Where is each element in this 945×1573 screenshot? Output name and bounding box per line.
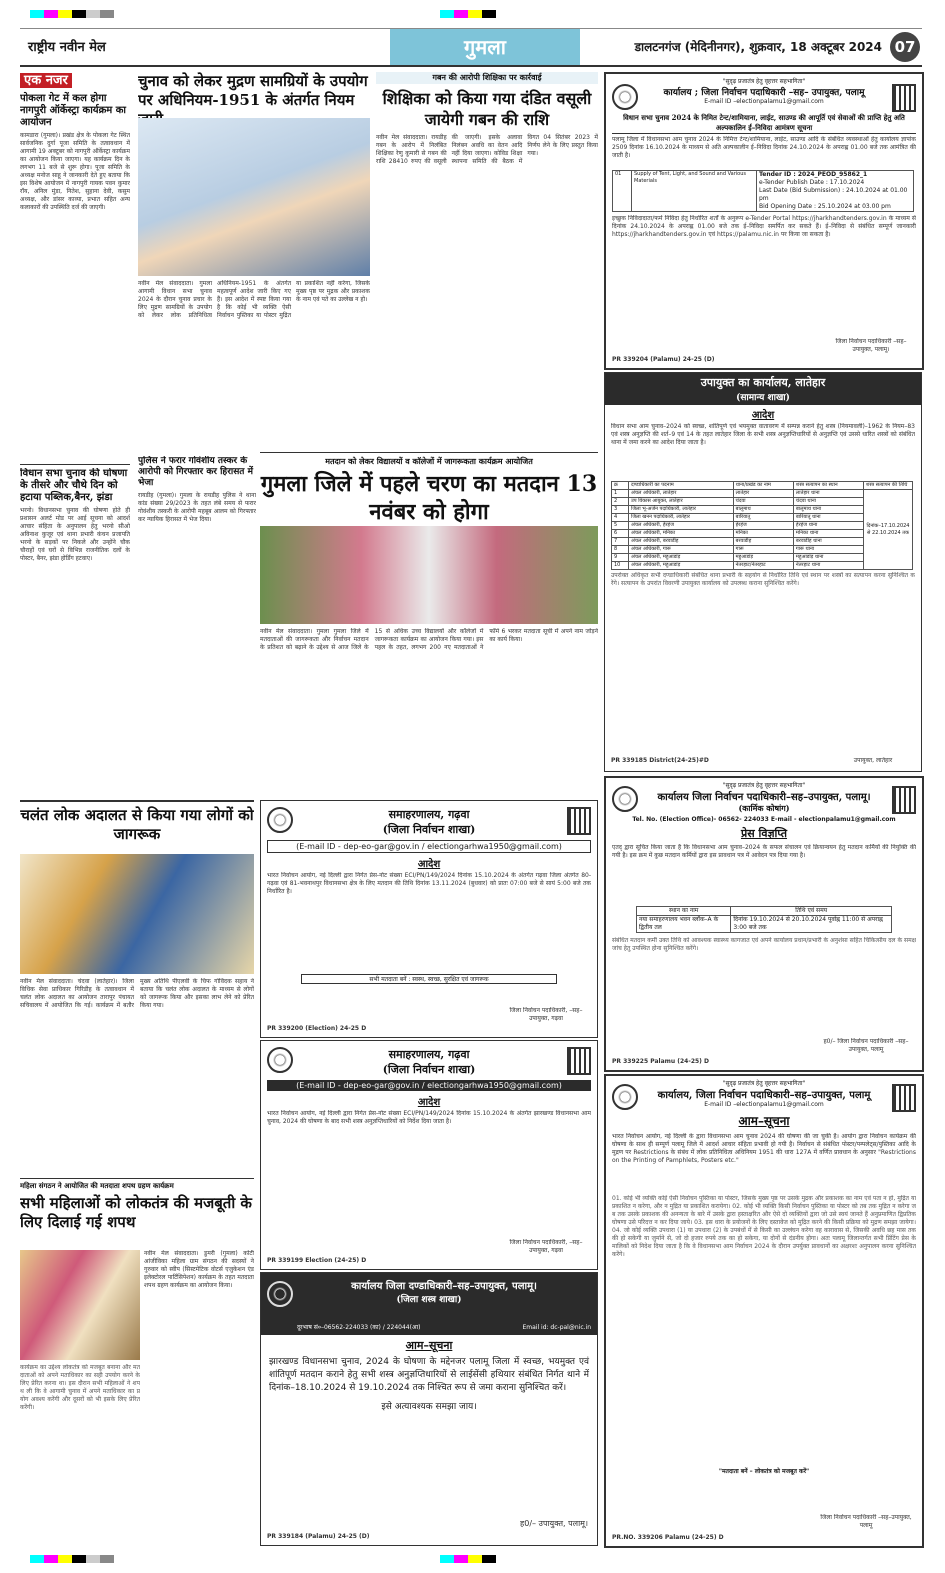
garhwa1-email: (E-mail ID - dep-eo-gar@gov.in / electiongarhwa1950@gmail.com) <box>267 840 591 853</box>
latehar-ad <box>604 372 922 772</box>
press-branch: (कार्मिक कोषांग) <box>738 803 790 813</box>
mahila-body: नवीन मेल संवाददाता। डुमरी (गुमला) कोटी आंजीविका महिला ग्राम संगठन की सदस्यों ने गुरुवार को स्वीप (सिस्टमेटिक वोटर्स एजुकेशन एंड इलेक्टोरल पार्टिसिपेशन) कार्यक्रम के तहत मतदाता शपथ ग्रहण कार्यक्रम का आयोजन किया। <box>144 1250 254 1289</box>
press-release-ad <box>604 776 924 1072</box>
vidhan-sabha-headline: विधान सभा चुनाव की घोषणा के तीसरे और चौथे दिन को हटाया पब्लिक,बैनर, झंडा <box>20 468 128 503</box>
aam-pr: PR.NO. 339206 Palamu (24-25) D <box>612 1534 724 1541</box>
palamu-tender-ad <box>604 72 924 370</box>
press-pr: PR 339225 Palamu (24-25) D <box>612 1058 709 1065</box>
table-row <box>637 907 892 916</box>
palamu-arms-closing: इसे अत्यावश्यक समझा जाय। <box>381 1402 477 1412</box>
palamu-arms-header <box>261 1273 597 1335</box>
police-story <box>138 456 256 786</box>
press-title: प्रेस विज्ञप्ति <box>740 827 788 840</box>
divider <box>20 800 254 802</box>
cell: मनिका थाना <box>793 530 863 538</box>
cell: अंचल अधिकारी, बरवाडीह <box>629 538 734 546</box>
aam-email: E-mail ID –electionpalamu1@gmail.com <box>704 1101 824 1108</box>
tender-office: कार्यालय ; जिला निर्वाचन पदाधिकारी –सह– उपायुक्त, पलामू <box>663 88 865 98</box>
matdan-headline: गुमला जिले में पहले चरण का मतदान 13 नवंबर को होगा <box>260 471 598 525</box>
evm-icon <box>567 1047 591 1075</box>
divider <box>20 464 130 465</box>
aam-body: भारत निर्वाचन आयोग, नई दिल्ली के द्वारा विधानसभा आम चुनाव 2024 की घोषणा की जा चुकी है। आयोग द्वारा निर्वाचन कार्यक्रम की घोषणा के साथ ही सम्पूर्ण पलामू जिले में आदर्श आचार संहिता प्रभावी हो गयी है। निर्वाचन से संबंधित पोस्टर/पम्पलेट्स/पुस्तिका आदि के मुद्रण पर Restrictions के संबंध में लोक प्रतिनिधित्व अधिनियम 1951 की धारा 127A में वर्णित प्रावधान के अनुसार "Restrictions on the Printing of Pamphlets, Posters etc." <box>612 1133 916 1164</box>
ek-nazar-headline: पोकला गेट में कल होगा नागपुरी ऑर्केस्ट्रा कार्यक्रम का आयोजन <box>20 93 127 128</box>
venue-label: स्थान का नाम <box>637 907 731 916</box>
palamu-arms-office: कार्यालय जिला दण्डाधिकारी–सह–उपायुक्त, पलामू। <box>351 1281 537 1292</box>
garhwa1-body: भारत निर्वाचन आयोग, नई दिल्ली द्वारा निर्गत प्रेस-नोट संख्या ECI/PN/149/2024 दिनांक 15.10.2024 के अंतर्गत गढ़वा जिला अंतर्गत 80-गढ़वा एवं 81-भवनाथपुर विधानसभा क्षेत्र के लिए मतदान की तिथि दिनांक 13.11.2024 (बुधवार) को प्रातः 07:00 बजे से सायं 5:00 बजे तक निर्धारित है। <box>267 872 591 895</box>
evm-icon <box>892 1084 916 1112</box>
venue: नया समाहरणालय भवन ब्लॉक–A के द्वितीय तल <box>637 916 731 933</box>
students-awareness-photo <box>260 526 598 624</box>
cell: चंदवा थाना <box>793 498 863 506</box>
latehar-table-header <box>612 482 913 490</box>
tender-body-2: इच्छुक निविदादाता/फर्म निविदा हेतु निर्धारित शर्तों के अनुरूप e-Tender Portal https://jharkhandtenders.gov.in के माध्यम से दिनांक 24.10.2024 के अपराह्न 01.00 बजे तक ई–निविदा समर्पित कर सकते हैं। ई–निविदा से संबंधित सम्पूर्ण जानकारी https://jharkhandtenders.gov.in एवं https://palamu.nic.in पर किया जा सकता है। <box>612 215 916 238</box>
cell: अंचल अधिकारी, महुआडांड़ <box>629 562 734 570</box>
emblem-icon <box>612 786 638 812</box>
registration-marks-bottom <box>30 1555 114 1563</box>
tender-table <box>612 170 914 212</box>
press-body: एतद् द्वारा सूचित किया जाता है कि विधानसभा आम चुनाव–2024 के सफल संचालन एवं क्रियान्वयन हेतु मतदान कर्मियों की नियुक्ति की गयी है। इस क्रम में कुछ मतदान कर्मियों द्वारा इस प्रावधान पत्र में आवेदन पत्र दिया गया है। <box>612 844 916 859</box>
cell: बरवाडीह <box>733 538 793 546</box>
palamu-arms-branch: (जिला शस्त्र शाखा) <box>396 1295 462 1305</box>
cell: बालूमाथ <box>733 506 793 514</box>
cell: 4 <box>612 514 629 522</box>
garhwa1-pr: PR 339200 (Election) 24-25 D <box>267 1025 367 1032</box>
tender-publish: e-Tender Publish Date : 17.10.2024 <box>759 179 865 186</box>
tender-opening: Bid Opening Date : 25.10.2024 at 03.00 pm <box>759 203 891 210</box>
tender-email: E-mail ID –electionpalamu1@gmail.com <box>704 98 824 105</box>
latehar-fine-print: उपरोक्त अधिकृत सभी दण्डाधिकारी संबंधित थाना प्रभारी के सहयोग से निर्धारित तिथि एवं स्थान पर शस्त्रों का सत्यापन करना सुनिश्चित करेंगे। सत्यापन के उपरांत विवरणी उपायुक्त कार्यालय को उपलब्ध कराना सुनिश्चित करेंगे। <box>611 572 915 587</box>
cell: महुआडांड़ थाना <box>793 554 863 562</box>
masthead <box>20 28 922 67</box>
latehar-header <box>605 373 921 405</box>
cell: जिला भू-अर्जन पदाधिकारी, लातेहार <box>629 506 734 514</box>
cell: अंचल अधिकारी, गारू <box>629 546 734 554</box>
th-serial: क्र <box>612 482 629 490</box>
press-motto: "सुदृढ़ प्रजातंत्र हेतु वृहत्तर सहभागिता" <box>722 782 806 789</box>
divider <box>260 452 598 453</box>
garhwa2-body: भारत निर्वाचन आयोग, नई दिल्ली द्वारा निर्गत प्रेस-नोट संख्या ECI/PN/149/2024 दिनांक 15.10.2024 के अंतर्गत झारखण्ड विधानसभा आम चुनाव, 2024 की घोषणा के बाद सभी शस्त्र अनुज्ञप्तिधारियों को निर्देश दिया जाता है। <box>267 1110 591 1125</box>
palamu-arms-pr: PR 339184 (Palamu) 24-25 (D) <box>267 1533 370 1540</box>
emblem-icon <box>267 1281 293 1307</box>
garhwa1-title: आदेश <box>417 859 441 870</box>
tender-motto: "सुदृढ़ प्रजातंत्र हेतु वृहत्तर सहभागिता" <box>722 78 806 85</box>
aam-motto: "सुदृढ़ प्रजातंत्र हेतु वृहत्तर सहभागिता" <box>722 1080 806 1087</box>
gaban-kicker: गबन की आरोपी शिक्षिका पर कार्रवाई <box>376 72 598 84</box>
cell: गारू थाना <box>793 546 863 554</box>
press-office: कार्यालय जिला निर्वाचन पदाधिकारी–सह–उपायुक्त, पलामू। <box>657 792 871 803</box>
aam-fine-print: 01. कोई भी व्यक्ति कोई ऐसी निर्वाचन पुस्तिका या पोस्टर, जिसके मुख्य पृष्ठ पर उसके मुद्रक और प्रकाशक का नाम एवं पता न हो, मुद्रित या प्रकाशित न करेगा, और न मुद्रित या प्रकाशित करायेगा। 02. कोई भी व्यक्ति किसी निर्वाचन पुस्तिका या पोस्टर को तब तक मुद्रित न करेगा जब तक उसके प्रकाशक की अनन्यता के बारे में उसके द्वारा हस्ताक्षरित और ऐसे दो व्यक्तियों द्वारा जो उसे स्वयं जानते हैं अनुप्रमाणित द्विप्रतिक घोषणा उसे परिदत्त न कर दिया जाये। 03. इस धारा के प्रयोजनों के लिए दस्तावेज को मुद्रित करने की किसी प्रक्रिया को मुद्रण समझा जायेगा। 04. जो कोई व्यक्ति उपधारा (1) या उपधारा (2) के उपबंधों में से किसी का उल्लंघन करेगा वह कारावास से, जिसकी अवधि छह मास तक की हो सकेगी या जुर्माने से, जो दो हजार रुपये तक का हो सकेगा, या दोनों से दंडनीय होगा। अतः पलामू जिलान्तर्गत सभी प्रिंटिंग प्रेस के मालिकों को निदेश दिया जाता है कि वे विधानसभा आम निर्वाचन 2024 के दौरान उपर्युक्त प्रावधानों का अक्षरशः अनुपालन करना सुनिश्चित करेंगे। <box>612 1195 916 1258</box>
garhwa1-signature: जिला निर्वाचन पदाधिकारी, –सह– उपायुक्त, गढ़वा <box>509 1007 583 1022</box>
palamu-arms-signature: ह0/– उपायुक्त, पलामू। <box>519 1519 588 1528</box>
gaban-headline: शिक्षिका को किया गया दंडित वसूली जायेगी गबन की राशि <box>382 89 592 129</box>
tender-id: Tender ID : 2024_PEOD_95862_1 <box>759 171 868 178</box>
cell: 10 <box>612 562 629 570</box>
cell: लातेहार <box>733 490 793 498</box>
cell: चंदवा <box>733 498 793 506</box>
latehar-title: आदेश <box>751 410 775 421</box>
garhwa1-branch: (जिला निर्वाचन शाखा) <box>382 823 476 836</box>
registration-marks-top-center <box>440 10 496 18</box>
vidhan-sabha-body: भरनो। विधानसभा चुनाव की घोषणा होते ही प्रशासन अलर्ट मोड पर आई सूचना को आदर्श आचार संहिता के अनुपालन हेतु भरनो सीओ अविनाश कुजूर एवं थाना प्रभारी कंचन प्रजापति भरनो के सड़कों पर निकले और उन्होंने चौक चौराहों एवं घरों से विभिन्न राजनीतिक दलों के पोस्टर, बैनर, झंडा होर्डिंग हटवाए। <box>20 507 130 562</box>
police-headline: पुलिस ने फरार गोवंशीय तस्कर के आरोपी को गिरफ्तार कर हिरासत में भेजा <box>138 456 253 488</box>
garhwa2-signature: जिला निर्वाचन पदाधिकारी, –सह– उपायुक्त, गढ़वा <box>509 1239 583 1254</box>
tender-details <box>757 171 914 212</box>
table-row <box>637 916 892 933</box>
tender-row-no: 01 <box>613 171 632 212</box>
th-place: शस्त्र सत्यापन का स्थान <box>793 482 863 490</box>
lok-adalat-headline: चलंत लोक अदालत से किया गया लोगों को जागरूक <box>20 806 254 843</box>
cell: अंचल अधिकारी, महुआडांड़ <box>629 554 734 562</box>
cell: 1 <box>612 490 629 498</box>
cell: लातेहार थाना <box>793 490 863 498</box>
cell: जिला खनन पदाधिकारी, लातेहार <box>629 514 734 522</box>
evm-icon <box>892 786 916 814</box>
evm-ballot-photo <box>138 118 370 276</box>
evm-icon <box>567 807 591 835</box>
cell: उप विकास आयुक्त, लातेहार <box>629 498 734 506</box>
cell: 6 <box>612 530 629 538</box>
latehar-table <box>611 481 913 570</box>
matdan-body: नवीन मेल संवाददाता। गुमला गुमला जिले में मतदाताओं की जागरूकता और निर्वाचन मतदान के प्रतिशत को बढ़ाने के उद्देश्य से आज जिले के 15 से अधिक उच्च विद्यालयों और कॉलेजों में जागरूकता कार्यक्रम का आयोजन किया गया। इस पहल के तहत, लगभग 200 नए मतदाताओं ने फॉर्म 6 भरकर मतदाता सूची में अपने नाम जोड़ने का कार्य किया। <box>260 628 598 651</box>
latehar-branch: (सामान्य शाखा) <box>736 393 790 403</box>
gaban-story <box>376 72 598 452</box>
matdan-kicker: मतदान को लेकर विद्यालयों व कॉलेजों में जागरूकता कार्यक्रम आयोजित <box>325 456 533 466</box>
palamu-arms-body: झारखण्ड विधानसभा चुनाव, 2024 के घोषणा के मद्देनजर पलामू जिला में स्वच्छ, भयमुक्त एवं शांतिपूर्ण मतदान कराने हेतु सभी शस्त्र अनुज्ञप्तिधारियों से लाईसेंसी हथियार संबंधित निर्गत थाने में दिनांक–18.10.2024 से 19.10.2024 तक निश्चित रूप से जमा कराना सुनिश्चित करें। <box>269 1357 589 1393</box>
press-fine-print: संबंधित मतदान कर्मी उक्त तिथि को आवश्यक स्वास्थ्य कागजात एवं अपने कार्यालय प्रधान/प्रभारी के अनुशंसा सहित चिकित्सीय दल के समक्ष जांच हेतु उपस्थित होना सुनिश्चित करेंगे। <box>612 937 916 952</box>
vidhan-sabha-story <box>20 468 130 798</box>
garhwa2-pr: PR 339199 Election (24-25) D <box>267 1257 367 1264</box>
palamu-arms-phone: दूरभाष सं०–06562-224033 (का) / 224044(आ) <box>297 1324 421 1331</box>
th-magistrate: दण्डाधिकारी का पदनाम <box>629 482 734 490</box>
cell: नेतरहाट/नेतरहाट <box>733 562 793 570</box>
evm-icon <box>892 84 916 112</box>
cell: महुआडांड़ <box>733 554 793 562</box>
press-signature: ह0/– जिला निर्वाचन पदाधिकारी –सह–उपायुक्त, पलामू <box>823 1038 909 1053</box>
mahila-kicker: महिला संगठन ने आयोजित की मतदाता शपथ ग्रहण कार्यक्रम <box>20 1181 174 1190</box>
palamu-arms-title: आम–सूचना <box>405 1339 453 1352</box>
emblem-icon <box>612 84 638 110</box>
cell: अंचल अधिकारी, लातेहार <box>629 490 734 498</box>
lok-adalat-photo <box>20 854 254 974</box>
garhwa2-office: समाहरणालय, गढ़वा <box>388 1048 470 1061</box>
registration-marks-bottom-center <box>440 1555 496 1563</box>
emblem-icon <box>267 807 293 833</box>
cell: नेतरहाट थाना <box>793 562 863 570</box>
tender-body: पलामू जिला में विधानसभा आम चुनाव 2024 के निमित्त टेन्ट/शामियाना, लाईट, साउण्ड आदि के संबंधित व्यवस्थाओं हेतु कार्यालय ज्ञापांक 2509 दिनांक 16.10.2024 के माध्यम से अति अल्पकालीन ई–निविदा दिनांक 24.10.2024 के अपराह्न 01.00 बजे तक आमंत्रित की जाती है। <box>612 136 916 159</box>
time: दिनांक 19.10.2024 से 20.10.2024 पूर्वाह्न 11:00 से अपराह्न 3:00 बजे तक <box>731 916 892 933</box>
ek-nazar-body: कामडारा (गुमला)। प्रखंड क्षेत्र के पोकला गेट स्थित सार्वजनिक दुर्गा पूजा समिति के तत्वावधान में आगामी 19 अक्टूबर को नागपुरी ऑर्केस्ट्रा कार्यक्रम का आयोजन किया जाएगा। यह कार्यक्रम दिन के लगभग 11 बजे से शुरू होगा। पूजा समिति के अध्यक्ष मनोज साहू ने जानकारी देते हुए बताया कि इस विशेष आयोजन में नागपुरी गायक पवन कुमार रॉय, अनिल मुंडा, नितेश, सुहाना देवी, कसुम अध्यक्ष, और डांसर काव्या, प्रभात सहित अन्य कलाकारों की उपस्थिति दर्ज की जाएगी। <box>20 132 130 211</box>
th-station: थाना/प्रखंड का नाम <box>733 482 793 490</box>
garhwa2-email: (E-mail ID - dep-eo-gar@gov.in / electiongarhwa1950@gmail.com) <box>267 1080 591 1091</box>
th-date: शस्त्र सत्यापन की तिथि <box>864 482 913 490</box>
mahila-body-continued: कार्यक्रम का उद्देश्य लोकतंत्र को मजबूत बनाना और मतदाताओं को अपने मताधिकार का सही उपयोग करने के लिए प्रेरित करना था। इस दौरान सभी महिलाओं ने शपथ ली कि वे आगामी चुनाव में अपने मताधिकार का प्रयोग अवश्य करेंगी और दूसरों को भी इसके लिए प्रेरित करेंगी। <box>20 1364 140 1411</box>
latehar-signature: उपायुक्त, लातेहार <box>853 757 893 764</box>
aam-closing: "मतदाता बनें – लोकतंत्र को मजबूत करें" <box>718 1468 810 1475</box>
tender-pr: PR 339204 (Palamu) 24-25 (D) <box>612 356 715 363</box>
tender-row-item: Supply of Tent, Light, and Sound and Various Materials <box>632 171 757 212</box>
mudran-headline: चुनाव को लेकर मुद्रण सामग्रियों के उपयोग पर अधिनियम-1951 के अंतर्गत नियम <box>138 72 368 109</box>
latehar-pr: PR 339185 District(24-25)#D <box>611 757 709 764</box>
date-cell: दिनांक–17.10.2024 से 22.10.2024 तक <box>864 490 913 570</box>
cell: बारियातू थाना <box>793 514 863 522</box>
tender-signature: जिला निर्वाचन पदाधिकारी –सह– उपायुक्त, पलामू। <box>835 338 907 353</box>
cell: 2 <box>612 498 629 506</box>
aam-suchna-ad <box>604 1074 924 1548</box>
garhwa2-branch: (जिला निर्वाचन शाखा) <box>382 1063 476 1076</box>
cell: मनिका <box>733 530 793 538</box>
paper-name: राष्ट्रीय नवीन मेल <box>28 40 106 55</box>
section-name: गुमला <box>390 29 580 65</box>
emblem-icon <box>612 1084 638 1110</box>
lok-adalat-body: नवीन मेल संवाददाता। चंदवा (लातेहार)। जिला विधिक सेवा प्राधिकार गिरिडीह के तत्वावधान में चलंत लोक अदालत का आयोजन तारापुर पंचायत सचिवालय में आयोजित कि गई। कार्यक्रम में बतौर मुख्य अतिथि पीएलवी के चिफ गोविंदक सहाय ने बताया कि चलंत लोक अदालत के माध्यम से लोगों को जागरूक किया और इसका लाभ लेने को प्रेरित किया गया। <box>20 978 254 1009</box>
cell: 5 <box>612 522 629 530</box>
cell: हेरहंज थाना <box>793 522 863 530</box>
cell: अंचल अधिकारी, हेरहंज <box>629 522 734 530</box>
registration-marks-top <box>30 10 114 18</box>
tender-title: विधान सभा चुनाव 2024 के निमित टेन्ट/शामियाना, लाईट, साउण्ड की आपूर्ति एवं सेवाओं की प्राप्ति हेतु अति अल्पकालिन ई–निविदा आमंत्रण सूचना <box>612 113 916 134</box>
garhwa-ad-2 <box>260 1040 598 1270</box>
emblem-icon <box>267 1047 293 1073</box>
mahila-photo <box>20 1250 140 1360</box>
cell: बालूमाथ थाना <box>793 506 863 514</box>
cell: बरवाडीह थाना <box>793 538 863 546</box>
ek-nazar-story <box>20 72 130 462</box>
latehar-body: विधान सभा आम चुनाव–2024 को स्वच्छ, शांतिपूर्ण एवं भयमुक्त वातावरण में सम्पन्न कराने हेतु शस्त्र (नियमावली)–1962 के नियम–83 एवं शस्त्र अनुज्ञप्ति की शर्त–9 एवं 14 के तहत लातेहार जिला के सभी शस्त्र अनुज्ञप्तिधारियों से अनुज्ञप्ति एवं उससे धारित शस्त्रों को संबंधित थाना में जमा करने का आदेश दिया जाता है। <box>611 423 915 446</box>
newspaper-page <box>20 28 922 1546</box>
tender-last-date: Last Date (Bid Submission) : 24.10.2024 at 01.00 pm <box>759 187 908 202</box>
palamu-arms-ad <box>260 1272 598 1546</box>
cell: 7 <box>612 538 629 546</box>
mahila-headline: सभी महिलाओं को लोकतंत्र की मजबूती के लिए दिलाई गई शपथ <box>20 1194 252 1231</box>
press-contact: Tel. No. (Election Office)- 06562- 224033 E-mail - electionpalamu1@gmail.com <box>632 816 896 823</box>
aam-signature: जिला निर्वाचन पदाधिकारी –सह–उपायुक्त, पलामू <box>820 1514 912 1529</box>
garhwa1-office: समाहरणालय, गढ़वा <box>388 808 470 821</box>
gaban-body: नवीन मेल संवाददाता। रायडीह गबन के आरोप में निलंबित शिक्षिका रेणु कुमारी से गबन की राशि 28410 रुपए की वसूली की जाएगी। इसके अलावा निलंबन अवधि का वेतन आदि नहीं दिया जाएगा। कोविड शिक्षा स्थापना समिति की बैठक में विगत 04 सितंबर 2023 में निर्णय लेने के लिए प्रस्तुत किया गया। <box>376 134 598 165</box>
cell: अंचल अधिकारी, मनिका <box>629 530 734 538</box>
cell: हेरहंज <box>733 522 793 530</box>
time-label: तिथि एवं समय <box>731 907 892 916</box>
cell: बारियातू <box>733 514 793 522</box>
garhwa2-title: आदेश <box>417 1097 441 1108</box>
cell: 9 <box>612 554 629 562</box>
garhwa-ad-1 <box>260 800 598 1038</box>
latehar-office: उपायुक्त का कार्यालय, लातेहार <box>700 376 826 389</box>
cell: 3 <box>612 506 629 514</box>
garhwa1-slogan: सभी मतदाता बनें : स्वस्थ, स्वच्छ, सुरक्षित एवं जागरूक <box>301 974 557 984</box>
page-number: 07 <box>890 32 920 62</box>
divider <box>20 1178 254 1179</box>
table-row <box>612 490 913 498</box>
mudran-body: नवीन मेल संवाददाता। गुमला आगामी विधान सभा चुनाव 2024 के दौरान चुनाव प्रचार के लिए मुद्रण सामग्रियों के उपयोग को लेकर लोक प्रतिनिधित्व अधिनियम-1951 के अंतर्गत महत्वपूर्ण आदेश जारी किए गए हैं। इस आदेश में स्पष्ट किया गया है कि कोई भी व्यक्ति ऐसी निर्वाचन पुस्तिका या पोस्टर मुद्रित या प्रकाशित नहीं करेगा, जिसके मुख्य पृष्ठ पर मुद्रक और प्रकाशक के नाम एवं पते का उल्लेख न हो। <box>138 280 370 319</box>
aam-title: आम–सूचना <box>738 1114 790 1128</box>
aam-office: कार्यालय, जिला निर्वाचन पदाधिकारी–सह–उपायुक्त, पलामू <box>657 1090 871 1101</box>
cell: 8 <box>612 546 629 554</box>
cell: गारू <box>733 546 793 554</box>
dateline: डालटनगंज (मेदिनीनगर), शुक्रवार, 18 अक्टूबर 2024 <box>634 40 882 54</box>
palamu-arms-email: Email id: dc-pal@nic.in <box>522 1324 591 1331</box>
press-venue-table <box>636 906 892 933</box>
ek-nazar-badge: एक नजर <box>20 73 72 88</box>
police-body: रायडीह (गुमला)। गुमला के रायडीह पुलिस ने थाना कांड संख्या 29/2023 के तहत लंबे समय से फरार गोवंशीय तस्करी के आरोपी महबूब आलम को गिरफ्तार कर न्यायिक हिरासत में भेज दिया। <box>138 492 256 523</box>
